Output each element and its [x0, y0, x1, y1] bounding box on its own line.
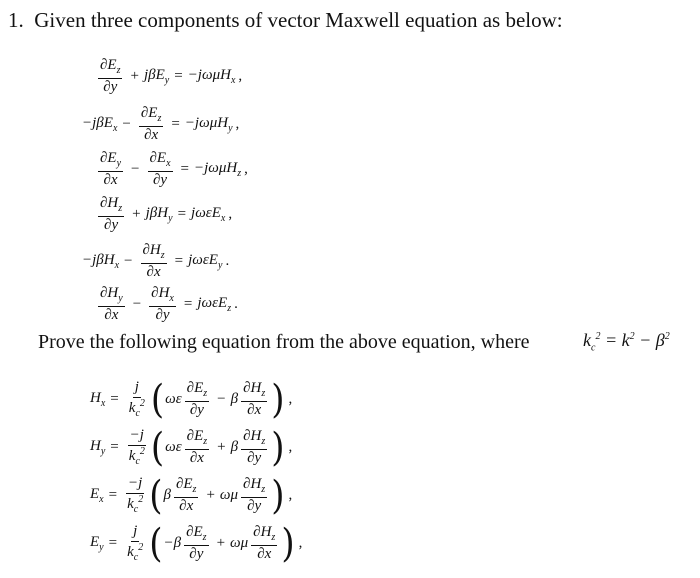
kc-relation: $k_c^2 = k^2 - \beta^2$ — [583, 330, 670, 354]
prove-equation-ey: $E_y$ = $\frac{j}{k_c^2}$ ( −β $\frac{\partial E_z}{\partial y}$ + ωμ $\frac{\partial H_z}{\partial x}$ ) , — [90, 520, 303, 567]
given-equation-2: −jβE$_x$ − $\frac{\partial E_z}{\partial x}$ = −jωμH$_y$ , — [82, 105, 240, 143]
prove-equation-hy: $H_y$ = $\frac{-j}{k_c^2}$ ( ωε $\frac{\partial E_z}{\partial x}$ + β $\frac{\partial H_z}{\partial y}$ ) , — [90, 424, 293, 471]
prove-equation-ex: $E_x$ = $\frac{-j}{k_c^2}$ ( β $\frac{\partial E_z}{\partial x}$ + ωμ $\frac{\partial H_z}{\partial y}$ ) , — [90, 472, 293, 519]
problem-statement — [8, 8, 563, 33]
given-equation-5: −jβH$_x$ − $\frac{\partial H_z}{\partial x}$ = jωεE$_y$ . — [82, 242, 230, 280]
given-equation-3: $\frac{\partial E_y}{\partial x}$ − $\frac{\partial E_x}{\partial y}$ = −jωμH$_z$ , — [100, 150, 248, 188]
prove-statement: Prove the following equation from the above equation, where — [38, 331, 530, 353]
problem-intro: Given three components of vector Maxwell equation as below: — [34, 8, 563, 32]
given-equation-1: $\frac{\partial E_z}{\partial y}$ + jβE$_y$ = −jωμH$_x$ , — [100, 57, 243, 95]
given-equation-4: $\frac{\partial H_z}{\partial y}$ + jβH$_y$ = jωεE$_x$ , — [100, 195, 233, 233]
prove-equation-hx: $H_x$ = $\frac{j}{k_c^2}$ ( ωε $\frac{\partial E_z}{\partial y}$ − β $\frac{\partial H_z}{\partial x}$ ) , — [90, 376, 293, 423]
problem-number: 1. — [8, 8, 24, 32]
given-equation-6: $\frac{\partial H_y}{\partial x}$ − $\frac{\partial H_x}{\partial y}$ = jωεE$_z$ . — [100, 285, 238, 323]
